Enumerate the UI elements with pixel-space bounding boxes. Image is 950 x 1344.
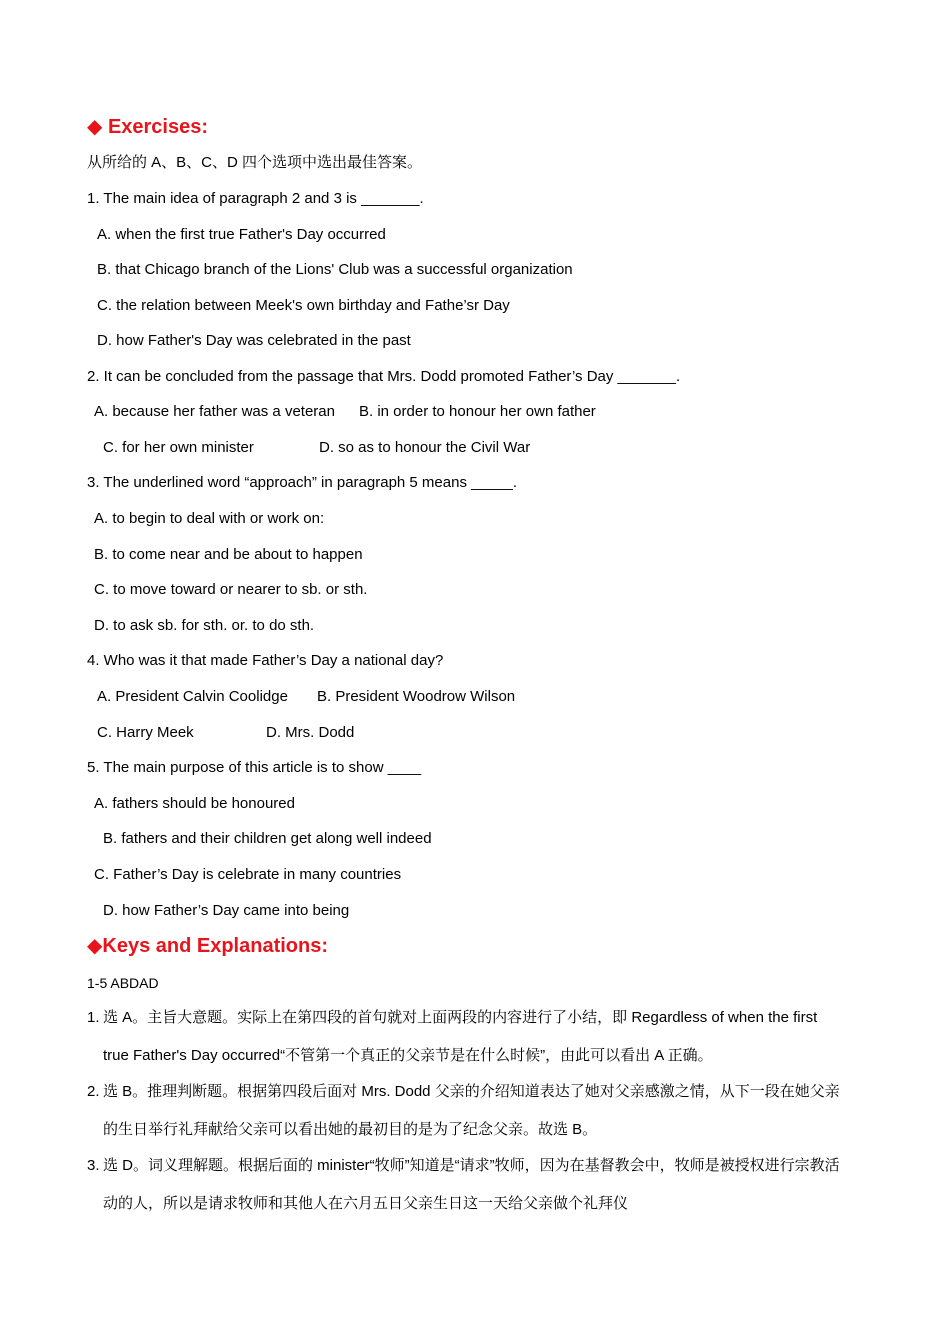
q1-option-c: C. the relation between Meek's own birthday and Fathe’sr Day (97, 297, 510, 314)
q3-option-a: A. to begin to deal with or work on: (94, 510, 325, 527)
q4-option-d: D. Mrs. Dodd (266, 724, 355, 741)
exercises-heading: ◆ Exercises: (87, 116, 209, 138)
instruction: 从所给的 A、B、C、D 四个选项中选出最佳答案。 (87, 154, 423, 171)
q4-option-b: B. President Woodrow Wilson (317, 688, 516, 705)
q3-option-c: C. to move toward or nearer to sb. or sth. (94, 581, 368, 598)
q1-stem: 1. The main idea of paragraph 2 and 3 is _______. (87, 190, 424, 207)
explanation-text: 选 A。主旨大意题。实际上在第四段的首句就对上面两段的内容进行了小结，即 Regardless of when the first true Father's Day occurred“不管第一个真正的父亲节是在什么时候”，由此可以看出 A 正确。 (103, 1009, 818, 1064)
q5-stem: 5. The main purpose of this article is to show ____ (87, 759, 422, 776)
explanation-2 (87, 1073, 847, 1149)
q5-option-b: B. fathers and their children get along well indeed (103, 830, 432, 847)
explanation-3 (87, 1147, 847, 1223)
q2-option-c: C. for her own minister (103, 439, 254, 456)
q4-stem: 4. Who was it that made Father’s Day a national day? (87, 652, 444, 669)
q5-option-d: D. how Father’s Day came into being (103, 902, 350, 919)
keys-heading: ◆Keys and Explanations: (87, 935, 328, 957)
q5-option-c: C. Father’s Day is celebrate in many countries (94, 866, 402, 883)
explanation-number: 2. (87, 1083, 100, 1100)
q3-option-d: D. to ask sb. for sth. or. to do sth. (94, 617, 315, 634)
explanation-number: 1. (87, 1009, 100, 1026)
q4-option-a: A. President Calvin Coolidge (97, 688, 288, 705)
q2-option-d: D. so as to honour the Civil War (319, 439, 531, 456)
explanation-text: 选 B。推理判断题。根据第四段后面对 Mrs. Dodd 父亲的介绍知道表达了她对父亲感激之情，从下一段在她父亲的生日举行礼拜献给父亲可以看出她的最初目的是为了纪念父亲。故选 B。 (103, 1083, 840, 1138)
q2-option-a: A. because her father was a veteran (94, 403, 335, 420)
q2-stem: 2. It can be concluded from the passage that Mrs. Dodd promoted Father’s Day _______. (87, 368, 681, 385)
q3-option-b: B. to come near and be about to happen (94, 546, 363, 563)
q4-option-c: C. Harry Meek (97, 724, 194, 741)
q1-option-a: A. when the first true Father's Day occurred (97, 226, 386, 243)
q3-stem: 3. The underlined word “approach” in paragraph 5 means _____. (87, 474, 518, 491)
q1-option-d: D. how Father's Day was celebrated in the past (97, 332, 411, 349)
explanation-number: 3. (87, 1157, 100, 1174)
answer-key: 1-5 ABDAD (87, 975, 159, 991)
explanation-text: 选 D。词义理解题。根据后面的 minister“牧师”知道是“请求”牧师，因为在基督教会中，牧师是被授权进行宗教活动的人，所以是请求牧师和其他人在六月五日父亲生日这一天给父亲做个礼拜仪 (103, 1157, 840, 1212)
q5-option-a: A. fathers should be honoured (94, 795, 295, 812)
q1-option-b: B. that Chicago branch of the Lions' Club was a successful organization (97, 261, 573, 278)
explanation-1 (87, 999, 847, 1075)
q2-option-b: B. in order to honour her own father (359, 403, 596, 420)
